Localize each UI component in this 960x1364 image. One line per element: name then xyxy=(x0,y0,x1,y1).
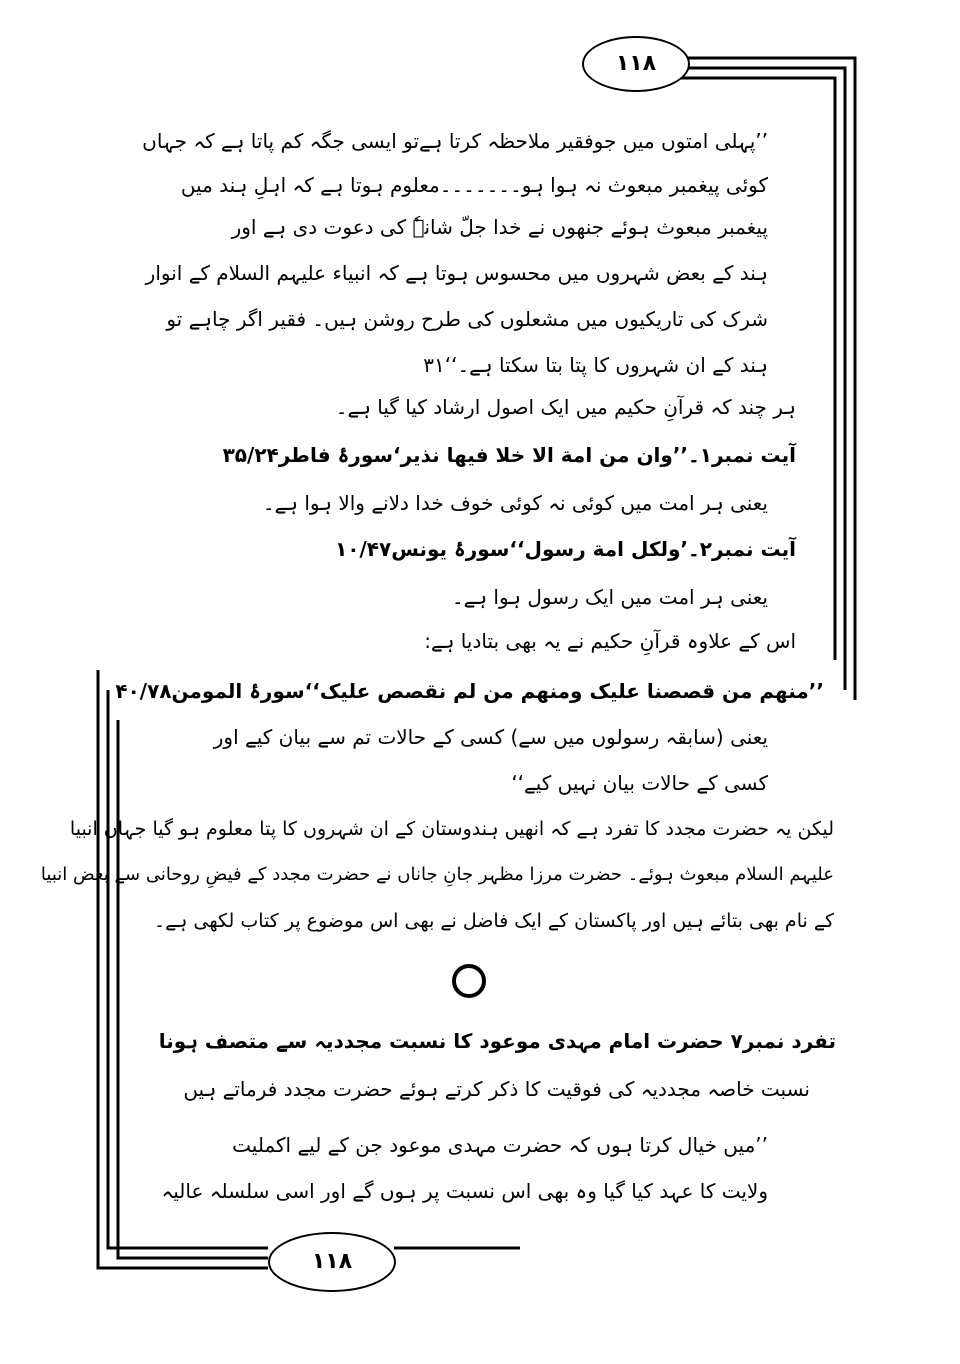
ayat-2-translation: یعنی ہر امت میں ایک رسول ہوا ہے۔ xyxy=(451,585,768,609)
ayat-3-translation-2: کسی کے حالات بیان نہیں کیے‘‘ xyxy=(511,771,768,795)
quote1-line-4: ہند کے بعض شہروں میں محسوس ہوتا ہے کہ انبیاء علیہم السلام کے انوار xyxy=(145,261,768,285)
ayat-3: ’’منهم من قصصنا علیک ومنهم من لم نقصص علیک‘‘سورۂ المومن۴۰/۷۸ xyxy=(115,679,824,703)
page-number-top: ١١٨ xyxy=(582,36,690,92)
ayat-3-translation-1: یعنی (سابقہ رسولوں میں سے) کسی کے حالات تم سے بیان کیے اور xyxy=(213,725,768,749)
quote2-line-2: ولایت کا عہد کیا گیا وہ بھی اس نسبت پر ہوں گے اور اسی سلسلہ عالیہ xyxy=(161,1179,768,1203)
para2-line-3: کے نام بھی بتائے ہیں اور پاکستان کے ایک فاضل نے بھی اس موضوع پر کتاب لکھی ہے۔ xyxy=(153,910,834,932)
section-separator-circle-icon xyxy=(452,964,486,998)
ayat-2: آیت نمبر۲۔’ولکل امة رسول‘‘سورۂ یونس۱۰/۴۷ xyxy=(335,537,796,561)
further-line: اس کے علاوہ قرآنِ حکیم نے یہ بھی بتادیا ہے: xyxy=(424,629,796,653)
quote1-line-6: ہند کے ان شہروں کا پتا بتا سکتا ہے۔‘‘۳۱ xyxy=(423,353,768,377)
quote1-line-5: شرک کی تاریکیوں میں مشعلوں کی طرح روشن ہیں۔ فقیر اگر چاہے تو xyxy=(166,307,768,331)
para2-line-2: علیہم السلام مبعوث ہوئے۔ حضرت مرزا مظہر جانِ جاناں نے حضرت مجدد کے فیضِ روحانی سے بعض انبیا xyxy=(40,864,834,885)
quote1-line-1: ’’پہلی امتوں میں جوفقیر ملاحظہ کرتا ہےتو ایسی جگہ کم پاتا ہے کہ جہاں xyxy=(142,129,768,153)
quote1-line-2: کوئی پیغمبر مبعوث نہ ہوا ہو۔۔۔۔۔۔۔معلوم ہوتا ہے کہ اہلِ ہند میں xyxy=(180,173,768,197)
para2-line-1: لیکن یہ حضرت مجدد کا تفرد ہے کہ انھیں ہندوستان کے ان شہروں کا پتا معلوم ہو گیا جہاں انبیا xyxy=(69,818,834,840)
ayat-1: آیت نمبر۱۔’’وان من امة الا خلا فیها نذیر‘سورۂ فاطر۳۵/۲۴ xyxy=(222,443,796,467)
section-heading: تفرد نمبر۷ حضرت امام مہدی موعود کا نسبت مجددیہ سے متصف ہونا xyxy=(158,1029,836,1053)
intro-line: ہر چند کہ قرآنِ حکیم میں ایک اصول ارشاد کیا گیا ہے۔ xyxy=(335,395,796,419)
quote1-line-3: پیغمبر مبعوث ہوئے جنھوں نے خدا جلّ شانہٗ کی دعوت دی ہے اور xyxy=(231,215,768,239)
ayat-1-translation: یعنی ہر امت میں کوئی نہ کوئی خوف خدا دلانے والا ہوا ہے۔ xyxy=(262,491,768,515)
quote2-line-1: ’’میں خیال کرتا ہوں کہ حضرت مہدی موعود جن کے لیے اکملیت xyxy=(232,1133,768,1157)
page-number-bottom: ١١٨ xyxy=(268,1232,396,1292)
section-intro: نسبت خاصہ مجددیہ کی فوقیت کا ذکر کرتے ہوئے حضرت مجدد فرماتے ہیں xyxy=(183,1077,810,1101)
